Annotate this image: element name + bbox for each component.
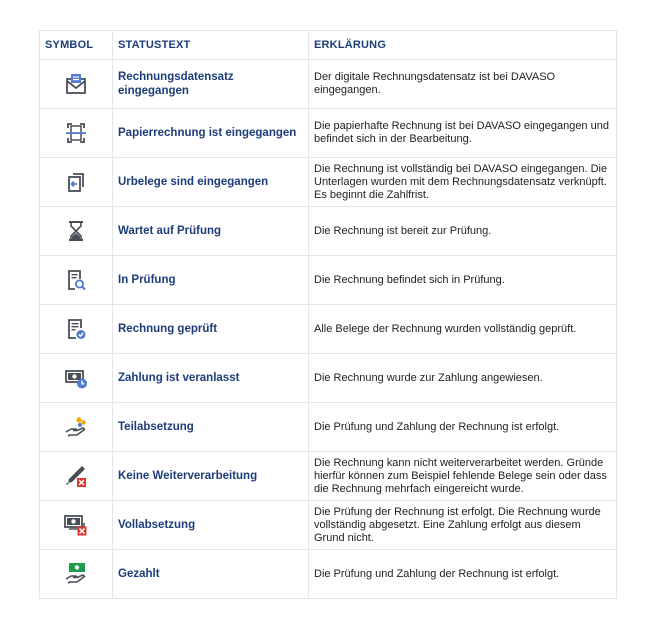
- status-explanation: Die Prüfung und Zahlung der Rechnung ist erfolgt.: [309, 550, 617, 599]
- symbol-cell: [40, 109, 113, 158]
- status-text: Papierrechnung ist eingegangen: [113, 109, 309, 158]
- document-check-icon: [62, 315, 90, 343]
- table-row: [40, 550, 617, 599]
- hand-coins-icon: [62, 413, 90, 441]
- symbol-cell: [40, 158, 113, 207]
- table-header-row: [40, 31, 617, 60]
- table-row: [40, 109, 617, 158]
- symbol-cell: [40, 550, 113, 599]
- status-explanation: Die Rechnung kann nicht weiterverarbeitet werden. Gründe hierfür können zum Beispiel fehlende Belege sein oder dass die Rechnung mehrfach eingereicht wurde.: [309, 452, 617, 501]
- money-cancel-icon: [62, 511, 90, 539]
- table-row: [40, 158, 617, 207]
- status-text: Teilabsetzung: [113, 403, 309, 452]
- table-row: [40, 60, 617, 109]
- status-explanation: Der digitale Rechnungsdatensatz ist bei DAVASO eingegangen.: [309, 60, 617, 109]
- symbol-cell: [40, 256, 113, 305]
- status-explanation: Die Prüfung der Rechnung ist erfolgt. Die Rechnung wurde vollständig abgesetzt. Eine Zahlung erfolgt aus diesem Grund nicht.: [309, 501, 617, 550]
- table-row: [40, 452, 617, 501]
- symbol-cell: [40, 207, 113, 256]
- status-text: Rechnung geprüft: [113, 305, 309, 354]
- status-explanation: Die Rechnung ist vollständig bei DAVASO eingegangen. Die Unterlagen wurden mit dem Rechnungsdatensatz verknüpft. Es beginnt die Zahlfrist.: [309, 158, 617, 207]
- symbol-cell: [40, 403, 113, 452]
- scan-document-icon: [62, 119, 90, 147]
- table-row: [40, 501, 617, 550]
- status-explanation: Alle Belege der Rechnung wurden vollständig geprüft.: [309, 305, 617, 354]
- status-explanation: Die papierhafte Rechnung ist bei DAVASO eingegangen und befindet sich in der Bearbeitung.: [309, 109, 617, 158]
- status-text: In Prüfung: [113, 256, 309, 305]
- status-text: Wartet auf Prüfung: [113, 207, 309, 256]
- table-row: [40, 354, 617, 403]
- document-search-icon: [62, 266, 90, 294]
- linked-documents-icon: [62, 168, 90, 196]
- table-row: [40, 305, 617, 354]
- status-explanation: Die Rechnung wurde zur Zahlung angewiesen.: [309, 354, 617, 403]
- pen-cancel-icon: [62, 462, 90, 490]
- symbol-cell: [40, 501, 113, 550]
- header-status: STATUSTEXT: [113, 31, 309, 60]
- status-text: Vollabsetzung: [113, 501, 309, 550]
- money-clock-icon: [62, 364, 90, 392]
- status-text: Gezahlt: [113, 550, 309, 599]
- table-row: [40, 207, 617, 256]
- header-symbol: SYMBOL: [40, 31, 113, 60]
- status-explanation: Die Rechnung befindet sich in Prüfung.: [309, 256, 617, 305]
- table-row: [40, 256, 617, 305]
- symbol-cell: [40, 60, 113, 109]
- hand-money-icon: [62, 560, 90, 588]
- header-explanation: ERKLÄRUNG: [309, 31, 617, 60]
- status-explanation: Die Rechnung ist bereit zur Prüfung.: [309, 207, 617, 256]
- table-row: [40, 403, 617, 452]
- symbol-cell: [40, 354, 113, 403]
- status-legend: [39, 30, 617, 599]
- hourglass-icon: [62, 217, 90, 245]
- status-text: Zahlung ist veranlasst: [113, 354, 309, 403]
- symbol-cell: [40, 305, 113, 354]
- status-table: [39, 30, 617, 599]
- symbol-cell: [40, 452, 113, 501]
- status-text: Urbelege sind eingegangen: [113, 158, 309, 207]
- status-explanation: Die Prüfung und Zahlung der Rechnung ist erfolgt.: [309, 403, 617, 452]
- status-text: Keine Weiterverarbeitung: [113, 452, 309, 501]
- status-text: Rechnungsdatensatz eingegangen: [113, 60, 309, 109]
- envelope-icon: [62, 70, 90, 98]
